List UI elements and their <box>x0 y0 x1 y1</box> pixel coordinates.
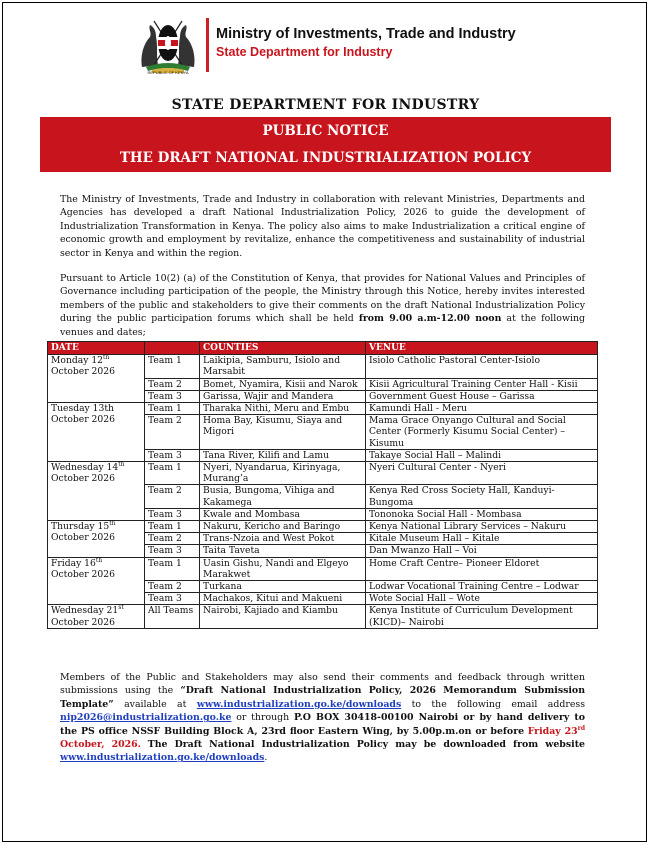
team-cell: Team 3 <box>145 545 200 557</box>
counties-cell: Busia, Bungoma, Vihiga and Kakamega <box>200 485 366 508</box>
month-label: October 2026 <box>51 366 115 378</box>
download-note: The Draft National Industrialization Policy may be downloaded from website <box>147 739 585 751</box>
date-cell <box>48 355 145 403</box>
day-suffix: th <box>95 556 103 564</box>
ministry-name: Ministry of Investments, Trade and Industry <box>216 26 516 42</box>
participation-tail: at the following venues and dates; <box>60 313 586 338</box>
venue-cell: Nyeri Cultural Center - Nyeri <box>366 462 598 485</box>
schedule-body <box>48 355 598 629</box>
header-counties: COUNTIES <box>200 342 366 355</box>
department-name: State Department for Industry <box>216 45 393 59</box>
table-header-row <box>48 342 598 355</box>
table-row <box>48 355 598 378</box>
month-label: October 2026 <box>51 532 115 544</box>
counties-cell: Homa Bay, Kisumu, Siaya and Migori <box>200 415 366 450</box>
team-cell: Team 2 <box>145 533 200 545</box>
participation-text: Pursuant to Article 10(2) (a) of the Constitution of Kenya, that provides for National Values and Principles of Governance including participation of the people, the Ministry through this Notice, hereby invites interested members of the public and stakeholders to give their comments on the draft National Industrialization Policy during the public participation forums which shall be held <box>60 273 585 325</box>
date-cell <box>48 521 145 558</box>
table-row <box>48 462 598 485</box>
day-suffix: th <box>118 460 125 468</box>
month-label: October 2026 <box>51 414 115 426</box>
venue-cell: Kitale Museum Hall – Kitale <box>366 533 598 545</box>
footer-text-2: available at <box>124 698 187 710</box>
header-venue: VENUE <box>366 342 598 355</box>
counties-cell: Trans-Nzoia and West Pokot <box>200 533 366 545</box>
counties-cell: Taita Taveta <box>200 545 366 557</box>
venue-cell: Kenya Institute of Curriculum Development (KICD)– Nairobi <box>366 605 598 628</box>
team-cell: Team 3 <box>145 449 200 461</box>
date-cell <box>48 403 145 462</box>
team-cell: Team 1 <box>145 403 200 415</box>
deadline-suffix: rd <box>577 724 586 732</box>
day-label: Monday 12 <box>51 355 104 367</box>
counties-cell: Nakuru, Kericho and Baringo <box>200 521 366 533</box>
kenya-coat-of-arms-icon <box>138 14 198 76</box>
postal-address: P.O BOX 30418-00100 Nairobi or by hand delivery to the PS office NSSF Building Block A, 23rd floor Eastern Wing, by 5.00p.m.on or before <box>60 712 586 737</box>
date-cell <box>48 605 145 628</box>
header-date: DATE <box>48 342 145 355</box>
team-cell: Team 3 <box>145 593 200 605</box>
footer-text-1: Members of the Public and Stakeholders may also send their comments and feedback through written submissions using the <box>60 672 585 697</box>
table-row <box>48 403 598 415</box>
date-cell <box>48 462 145 521</box>
day-suffix: th <box>103 354 110 362</box>
counties-cell: Tana River, Kilifi and Lamu <box>200 449 366 461</box>
notice-banner <box>40 117 611 172</box>
counties-cell: Tharaka Nithi, Meru and Embu <box>200 403 366 415</box>
counties-cell: Nyeri, Nyandarua, Kirinyaga, Murang’a <box>200 462 366 485</box>
team-cell: Team 1 <box>145 355 200 378</box>
counties-cell: Laikipia, Samburu, Isiolo and Marsabit <box>200 355 366 378</box>
forum-time: from 9.00 a.m-12.00 noon <box>358 313 502 325</box>
day-label: Tuesday 13th <box>51 403 114 415</box>
header-divider <box>206 18 209 72</box>
month-label: October 2026 <box>51 473 115 485</box>
counties-cell: Machakos, Kitui and Makueni <box>200 593 366 605</box>
venue-cell: Kenya Red Cross Society Hall, Kanduyi- Bungoma <box>366 485 598 508</box>
venue-cell: Takaye Social Hall – Malindi <box>366 449 598 461</box>
date-cell <box>48 557 145 605</box>
header-team <box>145 342 200 355</box>
counties-cell: Kwale and Mombasa <box>200 508 366 520</box>
deadline-date: October, 2026. <box>60 739 141 751</box>
footer-text-4: or through <box>236 712 290 724</box>
deadline-day: Friday 23 <box>527 725 578 737</box>
team-cell: Team 1 <box>145 557 200 580</box>
table-row <box>48 605 598 628</box>
day-suffix: th <box>109 519 116 527</box>
team-cell: Team 2 <box>145 581 200 593</box>
page-title: STATE DEPARTMENT FOR INDUSTRY <box>171 97 480 113</box>
intro-paragraph: The Ministry of Investments, Trade and Industry in collaboration with relevant Ministries, Departments and Agencies has developed a draft National Industrialization Policy, 2026 to guide the development of Industrialization Transformation in Kenya. The policy also aims to make Industrialization a critical engine of economic growth and employment by revitalize, enhance the competitiveness and sustainability of industrial sector in Kenya and within the region. <box>60 194 585 259</box>
venue-cell: Isiolo Catholic Pastoral Center-Isiolo <box>366 355 598 378</box>
team-cell: Team 2 <box>145 485 200 508</box>
venue-cell: Wote Social Hall – Wote <box>366 593 598 605</box>
day-label: Friday 16 <box>51 557 96 569</box>
venue-cell: Home Craft Centre– Pioneer Eldoret <box>366 557 598 580</box>
counties-cell: Nairobi, Kajiado and Kiambu <box>200 605 366 628</box>
team-cell: Team 2 <box>145 415 200 450</box>
counties-cell: Uasin Gishu, Nandi and Elgeyo Marakwet <box>200 557 366 580</box>
schedule-table <box>47 341 598 629</box>
table-row <box>48 557 598 580</box>
venue-cell: Lodwar Vocational Training Centre – Lodwar <box>366 581 598 593</box>
team-cell: All Teams <box>145 605 200 628</box>
email-link[interactable]: nip2026@industrialization.go.ke <box>60 712 232 724</box>
venue-cell: Government Guest House – Garissa <box>366 390 598 402</box>
venue-cell: Kamundi Hall - Meru <box>366 403 598 415</box>
table-row <box>48 521 598 533</box>
counties-cell: Garissa, Wajir and Mandera <box>200 390 366 402</box>
venue-cell: Kisii Agricultural Training Center Hall - Kisii <box>366 378 598 390</box>
footer-text-3: to the following email address <box>411 698 586 710</box>
team-cell: Team 1 <box>145 462 200 485</box>
venue-cell: Mama Grace Onyango Cultural and Social Center (Formerly Kisumu Social Center) – Kisumu <box>366 415 598 450</box>
venue-cell: Dan Mwanzo Hall – Voi <box>366 545 598 557</box>
day-label: Wednesday 21 <box>51 605 119 617</box>
website-link[interactable]: www.industrialization.go.ke/downloads <box>60 752 265 764</box>
team-cell: Team 3 <box>145 390 200 402</box>
banner-line-1: PUBLIC NOTICE <box>262 123 389 139</box>
venue-cell: Tononoka Social Hall - Mombasa <box>366 508 598 520</box>
counties-cell: Bomet, Nyamira, Kisii and Narok <box>200 378 366 390</box>
month-label: October 2026 <box>51 568 115 580</box>
day-suffix: st <box>118 604 124 612</box>
submission-paragraph <box>60 671 585 765</box>
day-label: Thursday 15 <box>51 521 110 533</box>
downloads-link[interactable]: www.industrialization.go.ke/downloads <box>196 698 402 710</box>
coat-caption: REPUBLIC OF KENYA <box>147 70 189 75</box>
day-label: Wednesday 14 <box>51 462 119 474</box>
venue-cell: Kenya National Library Services – Nakuru <box>366 521 598 533</box>
template-name: “Draft National Industrialization Policy, 2026 Memorandum Submission Template” <box>60 685 586 710</box>
month-label: October 2026 <box>51 616 115 628</box>
team-cell: Team 1 <box>145 521 200 533</box>
participation-paragraph <box>60 272 585 339</box>
footer-end: . <box>264 752 268 764</box>
team-cell: Team 2 <box>145 378 200 390</box>
counties-cell: Turkana <box>200 581 366 593</box>
team-cell: Team 3 <box>145 508 200 520</box>
banner-line-2: THE DRAFT NATIONAL INDUSTRIALIZATION POLICY <box>119 150 532 166</box>
